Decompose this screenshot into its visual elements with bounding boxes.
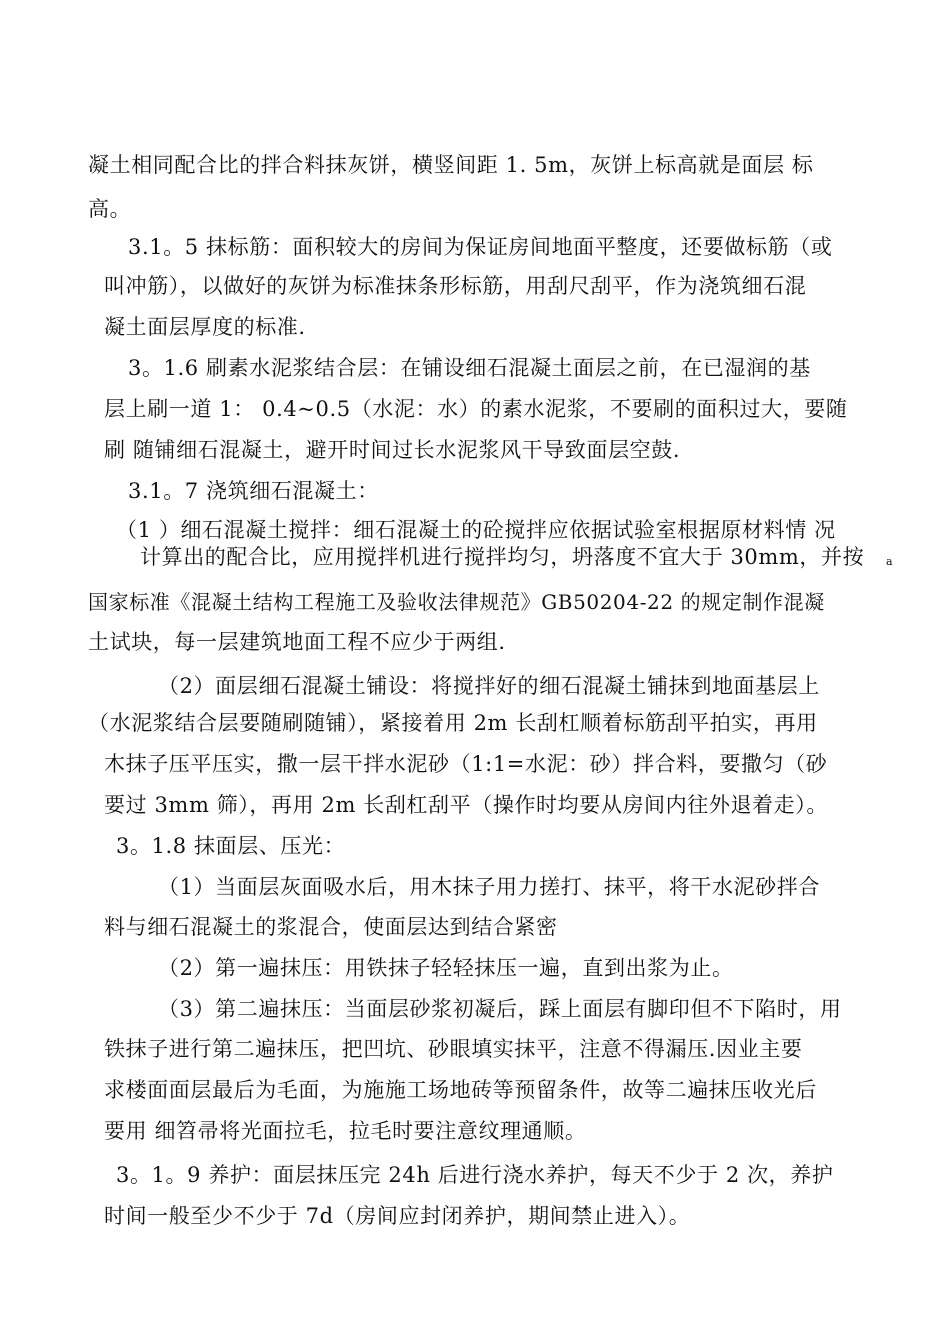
text-line: 3。1.8 抹面层、压光： (116, 834, 346, 858)
text-line: 凝土相同配合比的拌合料抹灰饼，横竖间距 1. 5m，灰饼上标高就是面层 标 (88, 153, 814, 177)
text-line: （水泥浆结合层要随刷随铺），紧接着用 2m 长刮杠顺着标筋刮平拍实，再用 (88, 711, 818, 735)
text-line: （1）当面层灰面吸水后，用木抹子用力搓打、抹平，将干水泥砂拌合 (158, 875, 820, 899)
text-line: 3.1。7 浇筑细石混凝土： (128, 479, 379, 503)
text-line: 铁抹子进行第二遍抹压，把凹坑、砂眼填实抹平，注意不得漏压.因业主要 (104, 1037, 803, 1061)
text-line: 层上刷一道 1： 0.4~0.5（水泥：水）的素水泥浆，不要刷的面积过大，要随 (104, 397, 848, 421)
text-line: 3。1。9 养护：面层抹压完 24h 后进行浇水养护，每天不少于 2 次，养护 (116, 1163, 834, 1187)
stray-mark: a (886, 555, 893, 568)
text-line: 计算出的配合比，应用搅拌机进行搅拌均匀，坍落度不宜大于 30mm，并按 (140, 545, 865, 569)
text-line: 要过 3mm 筛），再用 2m 长刮杠刮平（操作时均要从房间内往外退着走）。 (104, 793, 828, 817)
text-line: 土试块，每一层建筑地面工程不应少于两组. (88, 630, 506, 654)
text-line: 刷 随铺细石混凝土，避开时间过长水泥浆风干导致面层空鼓. (104, 438, 681, 462)
text-line: （1 ）细石混凝土搅拌：细石混凝土的砼搅拌应依据试验室根据原材料情 况 (116, 518, 836, 542)
text-line: 木抹子压平压实，撒一层干拌水泥砂（1:1=水泥：砂）拌合料，要撒匀（砂 (104, 752, 828, 776)
text-line: 国家标准《混凝土结构工程施工及验收法律规范》GB50204-22 的规定制作混凝 (88, 590, 825, 614)
text-line: 3。1.6 刷素水泥浆结合层：在铺设细石混凝土面层之前，在已湿润的基 (128, 356, 811, 380)
text-line: 叫冲筋），以做好的灰饼为标准抹条形标筋，用刮尺刮平，作为浇筑细石混 (104, 274, 807, 298)
text-line: 求楼面面层最后为毛面，为施施工场地砖等预留条件，故等二遍抹压收光后 (104, 1078, 817, 1102)
text-line: 3.1。5 抹标筋：面积较大的房间为保证房间地面平整度，还要做标筋（或 (128, 235, 833, 259)
text-line: 料与细石混凝土的浆混合，使面层达到结合紧密 (104, 915, 558, 939)
text-line: （2）面层细石混凝土铺设：将搅拌好的细石混凝土铺抹到地面基层上 (158, 674, 820, 698)
text-line: 高。 (88, 197, 132, 221)
text-line: 要用 细笤帚将光面拉毛，拉毛时要注意纹理通顺。 (104, 1119, 587, 1143)
text-line: 时间一般至少不少于 7d（房间应封闭养护，期间禁止进入）。 (104, 1204, 691, 1228)
text-line: 凝土面层厚度的标准. (104, 315, 306, 339)
text-line: （3）第二遍抹压：当面层砂浆初凝后，踩上面层有脚印但不下陷时，用 (158, 997, 842, 1021)
text-line: （2）第一遍抹压：用铁抹子轻轻抹压一遍，直到出浆为止。 (158, 956, 734, 980)
